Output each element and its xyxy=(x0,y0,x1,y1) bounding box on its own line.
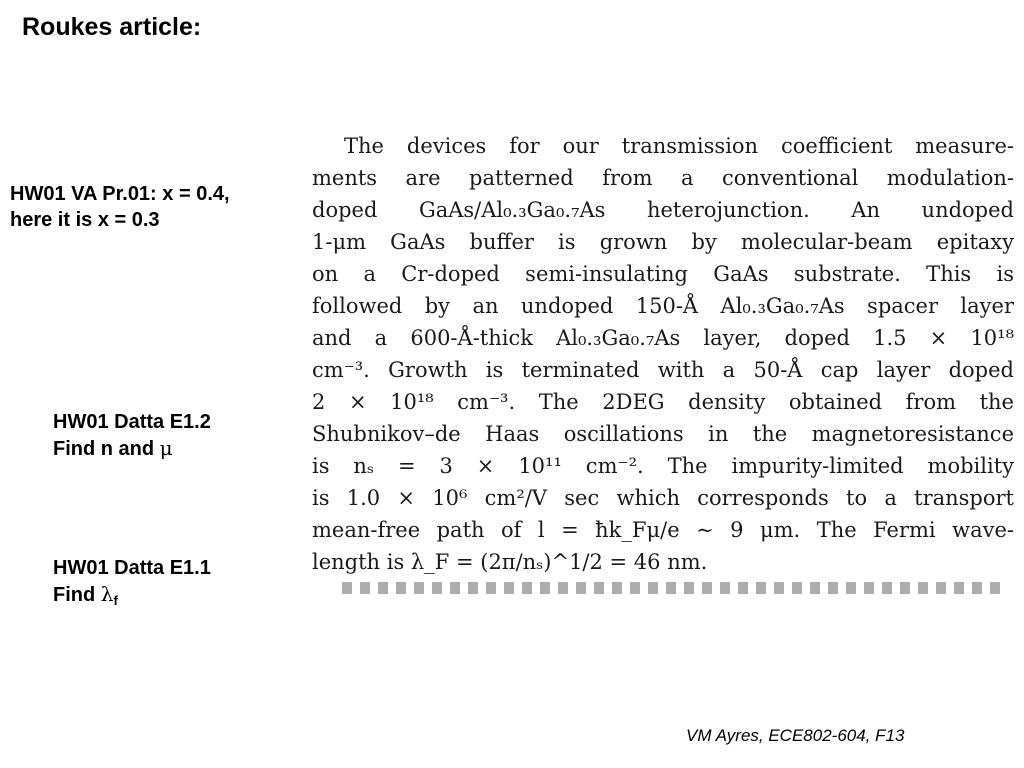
note-line xyxy=(53,435,211,462)
excerpt-line: mean-free path of l = ħk_Fμ/e ∼ 9 μm. The Fermi wave- xyxy=(312,518,1014,542)
excerpt-line: Shubnikov–de Haas oscillations in the magnetoresistance xyxy=(312,422,1014,446)
excerpt-line: ments are patterned from a conventional modulation- xyxy=(312,166,1014,190)
excerpt-line: is 1.0 × 10⁶ cm²/V sec which corresponds to a transport xyxy=(312,486,1014,510)
excerpt-line: doped GaAs/Al₀.₃Ga₀.₇As heterojunction. An undoped xyxy=(312,198,1014,222)
excerpt-line: cm⁻³. Growth is terminated with a 50-Å cap layer doped xyxy=(312,358,1014,382)
note-hw01-datta-e1-2 xyxy=(53,409,211,462)
note-line: HW01 Datta E1.2 xyxy=(53,411,211,433)
note-line: HW01 VA Pr.01: x = 0.4, xyxy=(10,183,230,205)
note-hw01-datta-e1-1 xyxy=(53,555,211,614)
slide-title: Roukes article: xyxy=(22,13,202,41)
cut-off-text-fragment xyxy=(342,582,1002,594)
note-text: Find xyxy=(53,584,101,606)
footer-credit: VM Ayres, ECE802-604, F13 xyxy=(686,726,905,745)
note-text: Find n and xyxy=(53,438,160,460)
excerpt-line: followed by an undoped 150-Å Al₀.₃Ga₀.₇As spacer layer xyxy=(312,294,1014,318)
note-hw01-va-pr01 xyxy=(10,181,230,233)
note-line: here it is x = 0.3 xyxy=(10,209,160,231)
excerpt-line: length is λ_F = (2π/nₛ)^1/2 = 46 nm. xyxy=(312,550,708,574)
excerpt-line: The devices for our transmission coefficient measure- xyxy=(344,134,1014,158)
mu-symbol: μ xyxy=(159,436,173,460)
note-line: HW01 Datta E1.1 xyxy=(53,557,211,579)
lambda-symbol: λ xyxy=(100,582,114,606)
excerpt-line: 2 × 10¹⁸ cm⁻³. The 2DEG density obtained from the xyxy=(312,390,1014,414)
excerpt-line: is nₛ = 3 × 10¹¹ cm⁻². The impurity-limited mobility xyxy=(312,454,1014,478)
excerpt-line: and a 600-Å-thick Al₀.₃Ga₀.₇As layer, doped 1.5 × 10¹⁸ xyxy=(312,326,1014,350)
note-line xyxy=(53,581,211,614)
excerpt-line: on a Cr-doped semi-insulating GaAs substrate. This is xyxy=(312,262,1014,286)
article-excerpt-image xyxy=(312,130,1014,594)
excerpt-line: 1-μm GaAs buffer is grown by molecular-beam epitaxy xyxy=(312,230,1014,254)
lambda-subscript: f xyxy=(113,593,118,608)
